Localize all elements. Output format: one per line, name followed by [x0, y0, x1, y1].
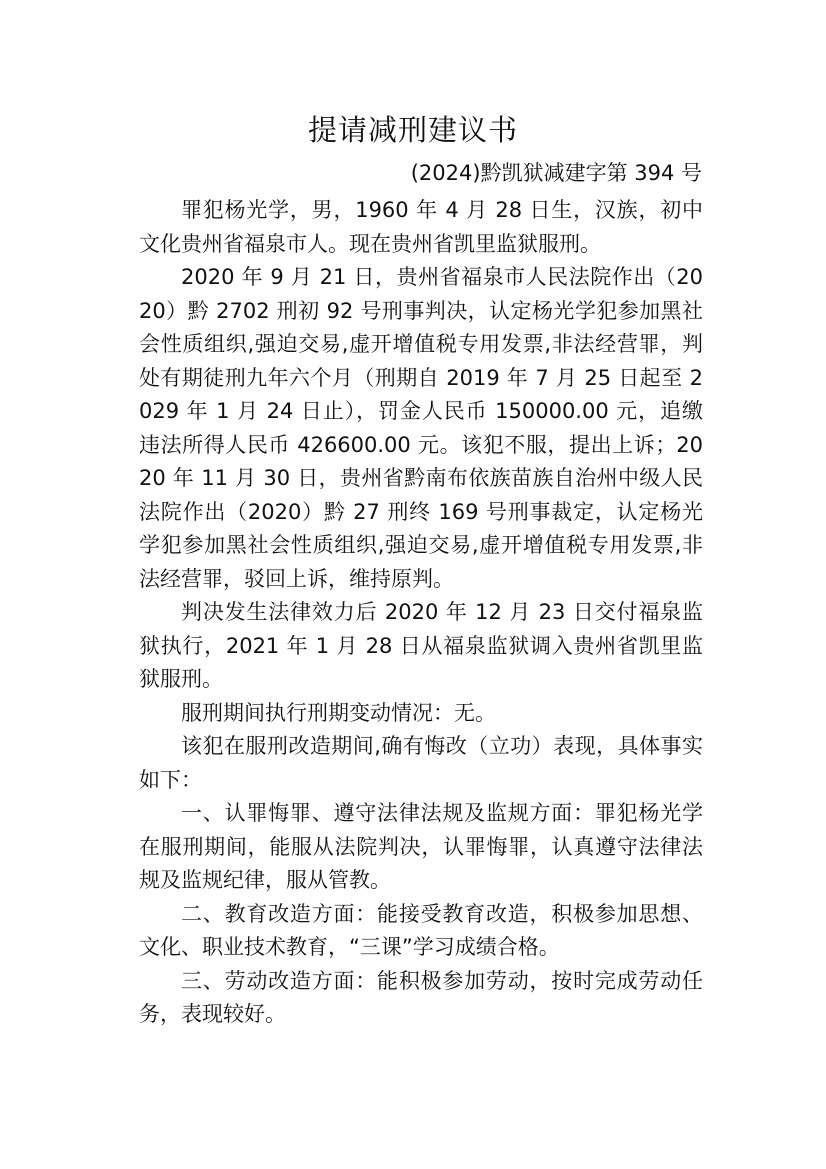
- document-body: [139, 194, 703, 1032]
- paragraph-sentence-changes: 服刑期间执行刑期变动情况：无。: [181, 700, 496, 725]
- paragraph-education: 二、教育改造方面：能接受教育改造，积极参加思想、文化、职业技术教育，“三课”学习成绩合格。: [139, 901, 703, 959]
- paragraph-performance-intro: 该犯在服刑改造期间,确有悔改（立功）表现，具体事实如下：: [139, 734, 703, 792]
- paragraph-judgment-history: 2020 年 9 月 21 日，贵州省福泉市人民法院作出（2020）黔 2702 刑初 92 号刑事判决，认定杨光学犯参加黑社会性质组织,强迫交易,虚开增值税专用发票,非法经营罪，判处有期徒刑九年六个月（刑期自 2019 年 7 月 25 日起至 2029 年 1 月 24 日止），罚金人民币 150000.00 元，追缴违法所得人民币 426600.00 元。该犯不服，提出上诉；2020 年 11 月 30 日，贵州省黔南布依族苗族自治州中级人民法院作出（2020）黔 27 刑终 169 号刑事裁定，认定杨光学犯参加黑社会性质组织,强迫交易,虚开增值税专用发票,非法经营罪，驳回上诉，维持原判。: [139, 265, 703, 591]
- document-title: 提请减刑建议书: [307, 113, 518, 147]
- document-number: (2024)黔凯狱减建字第 394 号: [410, 161, 702, 185]
- paragraph-law-compliance: 一、认罪悔罪、遵守法律法规及监规方面：罪犯杨光学在服刑期间，能服从法院判决，认罪悔罪，认真遵守法律法规及监规纪律，服从管教。: [139, 801, 703, 892]
- paragraph-transfer: 判决发生法律效力后 2020 年 12 月 23 日交付福泉监狱执行，2021 年 1 月 28 日从福泉监狱调入贵州省凯里监狱服刑。: [139, 600, 703, 691]
- paragraph-labor: 三、劳动改造方面：能积极参加劳动，按时完成劳动任务，表现较好。: [139, 968, 703, 1026]
- paragraph-criminal-info: 罪犯杨光学，男，1960 年 4 月 28 日生，汉族，初中文化贵州省福泉市人。现在贵州省凯里监狱服刑。: [139, 198, 703, 256]
